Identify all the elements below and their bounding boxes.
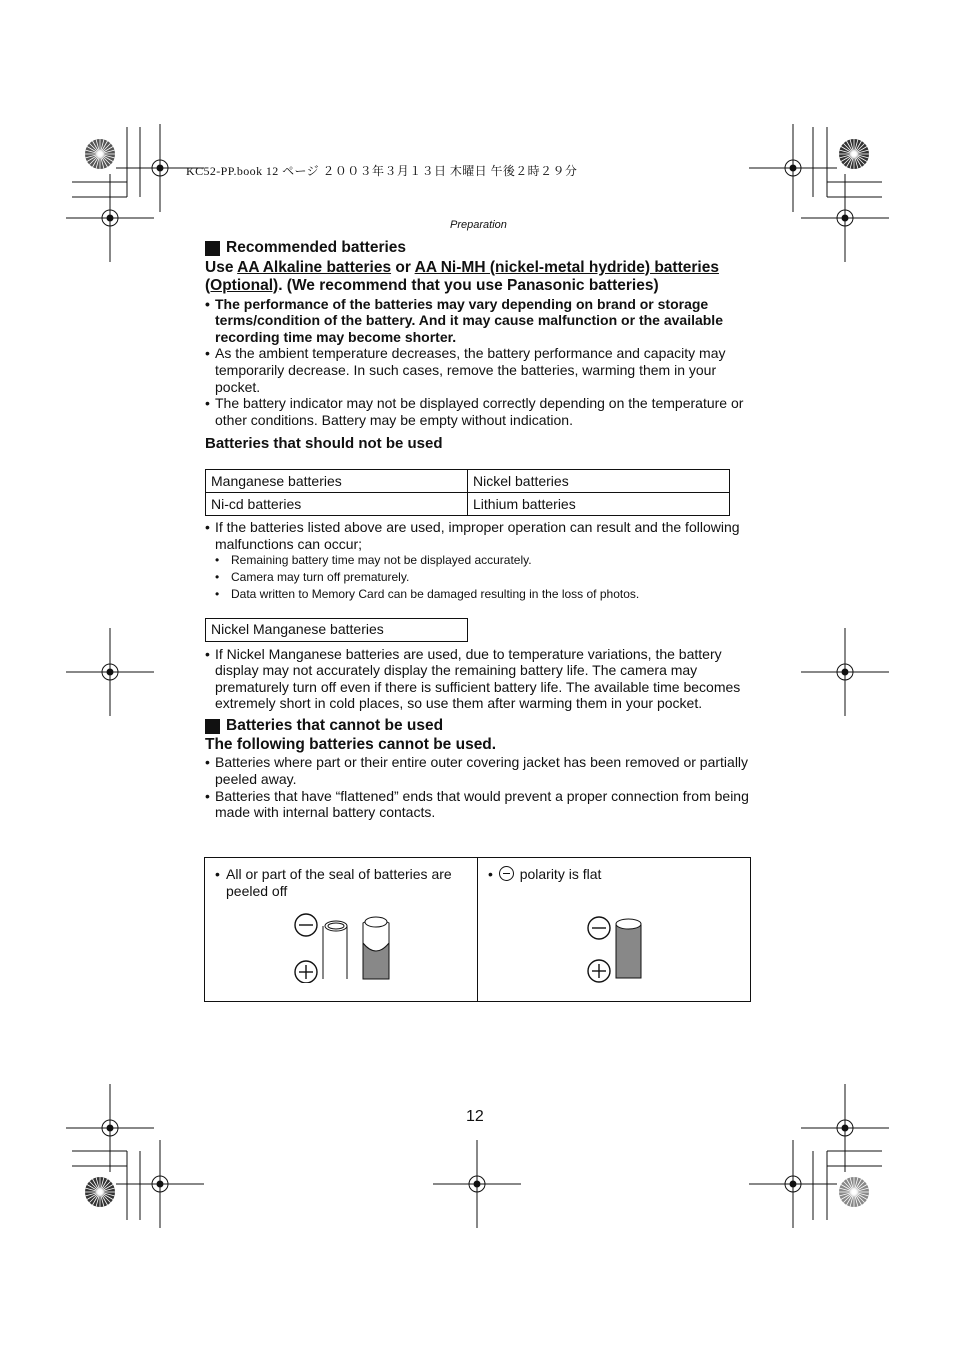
registration-sunburst-icon xyxy=(85,1177,115,1207)
square-bullet-icon xyxy=(205,719,220,734)
peeled-caption: All or part of the seal of batteries are peeled off xyxy=(226,866,452,899)
table-cell: Nickel Manganese batteries xyxy=(206,618,468,641)
section-label: Preparation xyxy=(450,219,507,231)
battery-illustration-box xyxy=(204,857,751,1002)
table-cell: Lithium batteries xyxy=(468,492,730,515)
page-number: 12 xyxy=(466,1108,484,1125)
book-header-line: KC52-PP.book 12 ページ ２００３年３月１３日 木曜日 午後２時２９分 xyxy=(186,164,578,178)
recommended-lead: Use AA Alkaline batteries or AA Ni-MH (nickel-metal hydride) batteries (Optional). (We recommend that you use Panasonic batteries) xyxy=(205,258,719,294)
registration-crosshair-icon xyxy=(801,628,889,716)
nickel-manganese-table xyxy=(205,618,468,642)
registration-crosshair-icon xyxy=(66,628,154,716)
recommended-heading: Recommended batteries xyxy=(205,240,753,257)
malfunction-list xyxy=(205,552,753,602)
list-item: • If Nickel Manganese batteries are used, due to temperature variations, the battery display may not accurately display the remaining battery life. The camera may prematurely turn off even if there is sufficient battery life. The available time becomes extremely short in cold places, so use them after warming them in your pocket. xyxy=(205,646,753,712)
flat-caption: polarity is flat xyxy=(519,866,602,882)
flat-polarity-cell: • polarity is flat xyxy=(477,858,750,1001)
cannot-use-lead: The following batteries cannot be used. xyxy=(205,736,497,754)
list-item: • Data written to Memory Card can be damaged resulting in the loss of photos. xyxy=(205,586,753,603)
registration-crosshair-icon xyxy=(66,1084,154,1172)
peeled-battery-illustration xyxy=(290,913,400,983)
list-item: • If the batteries listed above are used, improper operation can result and the following malfunctions can occur; xyxy=(205,519,753,552)
main-content xyxy=(205,240,753,821)
table-cell: Manganese batteries xyxy=(206,469,468,492)
list-item: • Remaining battery time may not be displayed accurately. xyxy=(205,552,753,569)
registration-sunburst-icon xyxy=(85,139,115,169)
table-cell: Ni-cd batteries xyxy=(206,492,468,515)
peeled-battery-cell: • All or part of the seal of batteries are peeled off xyxy=(205,858,477,1001)
registration-sunburst-icon xyxy=(839,1177,869,1207)
minus-icon xyxy=(499,866,514,881)
table-cell: Nickel batteries xyxy=(468,469,730,492)
registration-crosshair-icon xyxy=(66,174,154,262)
list-item: • Camera may turn off prematurely. xyxy=(205,569,753,586)
registration-crosshair-icon xyxy=(749,1140,837,1228)
nickel-manganese-bullets xyxy=(205,646,753,712)
list-item: • The battery indicator may not be displayed correctly depending on the temperature or other conditions. Battery may be empty without indication. xyxy=(205,395,753,428)
registration-crosshair-icon xyxy=(801,1084,889,1172)
cannot-use-heading: Batteries that cannot be used xyxy=(205,718,753,735)
list-item: • Batteries where part or their entire outer covering jacket has been removed or partially peeled away. xyxy=(205,754,753,787)
registration-crosshair-icon xyxy=(749,124,837,212)
registration-sunburst-icon xyxy=(839,139,869,169)
cannot-use-bullets xyxy=(205,754,753,820)
not-used-table xyxy=(205,469,730,516)
recommended-bullets xyxy=(205,296,753,429)
list-item: • As the ambient temperature decreases, the battery performance and capacity may temporarily decrease. In such cases, remove the batteries, warming them in your pocket. xyxy=(205,345,753,395)
registration-crosshair-icon xyxy=(116,1140,204,1228)
not-used-bullets xyxy=(205,519,753,552)
not-used-heading: Batteries that should not be used xyxy=(205,435,443,453)
registration-crosshair-icon xyxy=(433,1140,521,1228)
flat-battery-illustration xyxy=(583,913,653,983)
list-item: • The performance of the batteries may vary depending on brand or storage terms/condition of the battery. And it may cause malfunction or the available recording time may become shorter. xyxy=(205,296,753,346)
registration-crosshair-icon xyxy=(801,174,889,262)
square-bullet-icon xyxy=(205,241,220,256)
list-item: • Batteries that have “flattened” ends that would prevent a proper connection from being made with internal battery contacts. xyxy=(205,788,753,821)
